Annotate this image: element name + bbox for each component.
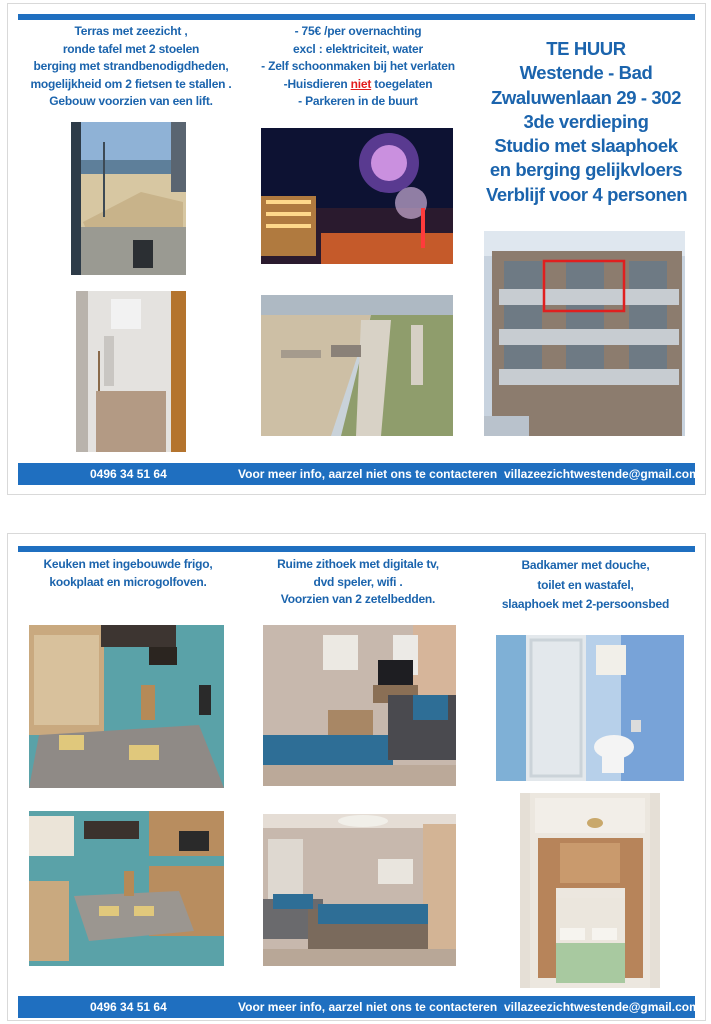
caption-line: Keuken met ingebouwde frigo,	[43, 557, 213, 571]
rental-title	[486, 37, 686, 207]
caption-line: Gebouw voorzien van een lift.	[49, 94, 213, 108]
contact-info-text: Voor meer info, aarzel niet ons te contacteren	[238, 467, 498, 481]
caption-line: ronde tafel met 2 stoelen	[62, 41, 200, 56]
caption-line: - Parkeren in de buurt	[298, 94, 418, 108]
caption-line: mogelijkheid om 2 fietsen te stallen .	[30, 76, 232, 91]
caption-line: - Zelf schoonmaken bij het verlaten	[261, 59, 455, 73]
flyer-page-1	[7, 3, 706, 495]
beach-promenade-photo	[261, 295, 453, 436]
title-line: TE HUUR	[546, 38, 626, 59]
flyer-page-2	[7, 533, 706, 1021]
terrace-caption	[26, 23, 236, 111]
top-blue-bar	[18, 546, 695, 552]
phone-number: 0496 34 51 64	[90, 467, 167, 481]
caption-line: Voorzien van 2 zetelbedden.	[280, 592, 436, 606]
title-line: en berging gelijkvloers	[489, 159, 683, 181]
living-room-photo	[263, 625, 456, 786]
title-line: Verblijf voor 4 personen	[486, 183, 688, 205]
caption-line: - 75€ /per overnachting	[294, 24, 422, 38]
pets-line	[253, 76, 463, 94]
living-room-caption	[253, 556, 463, 609]
bathroom-caption	[478, 556, 693, 615]
caption-line: kookplaat en microgolfoven.	[49, 574, 207, 589]
email-address: villazeezichtwestende@gmail.com	[504, 467, 700, 481]
kitchen-caption	[23, 556, 233, 591]
title-line: Zwaluwenlaan 29 - 302	[490, 86, 682, 108]
bathroom-photo	[496, 635, 684, 781]
pets-text-after: toegelaten	[371, 76, 433, 91]
contact-footer	[18, 996, 700, 1018]
price-conditions-caption	[253, 23, 463, 111]
contact-info-text: Voor meer info, aarzel niet ons te contacteren	[238, 1000, 498, 1014]
top-blue-bar	[18, 14, 695, 20]
storage-room-photo	[76, 291, 186, 452]
title-line: Westende - Bad	[519, 62, 653, 84]
fireworks-photo	[261, 128, 453, 264]
caption-line: Terras met zeezicht ,	[74, 24, 188, 38]
caption-line: excl : elektriciteit, water	[293, 41, 423, 56]
caption-line: Badkamer met douche,	[521, 558, 650, 572]
email-address: villazeezichtwestende@gmail.com	[504, 1000, 700, 1014]
kitchen-photo	[29, 811, 224, 966]
sleeping-nook-photo	[520, 793, 660, 988]
pets-text-before: -Huisdieren	[283, 76, 351, 91]
title-line: Studio met slaaphoek	[494, 135, 678, 157]
contact-footer	[18, 463, 700, 485]
caption-line: dvd speler, wifi .	[313, 574, 403, 589]
phone-number: 0496 34 51 64	[90, 1000, 167, 1014]
terrace-sea-view-photo	[71, 122, 186, 275]
kitchen-dining-photo	[29, 625, 224, 788]
caption-line: berging met strandbenodigdheden,	[33, 59, 229, 73]
caption-line: slaaphoek met 2-persoonsbed	[501, 597, 670, 611]
pets-not-highlight: niet	[350, 76, 372, 91]
building-facade-photo	[484, 231, 685, 436]
title-line: 3de verdieping	[523, 110, 649, 132]
caption-line: toilet en wastafel,	[537, 577, 634, 592]
caption-line: Ruime zithoek met digitale tv,	[277, 557, 439, 571]
living-room-sofa-photo	[263, 814, 456, 966]
